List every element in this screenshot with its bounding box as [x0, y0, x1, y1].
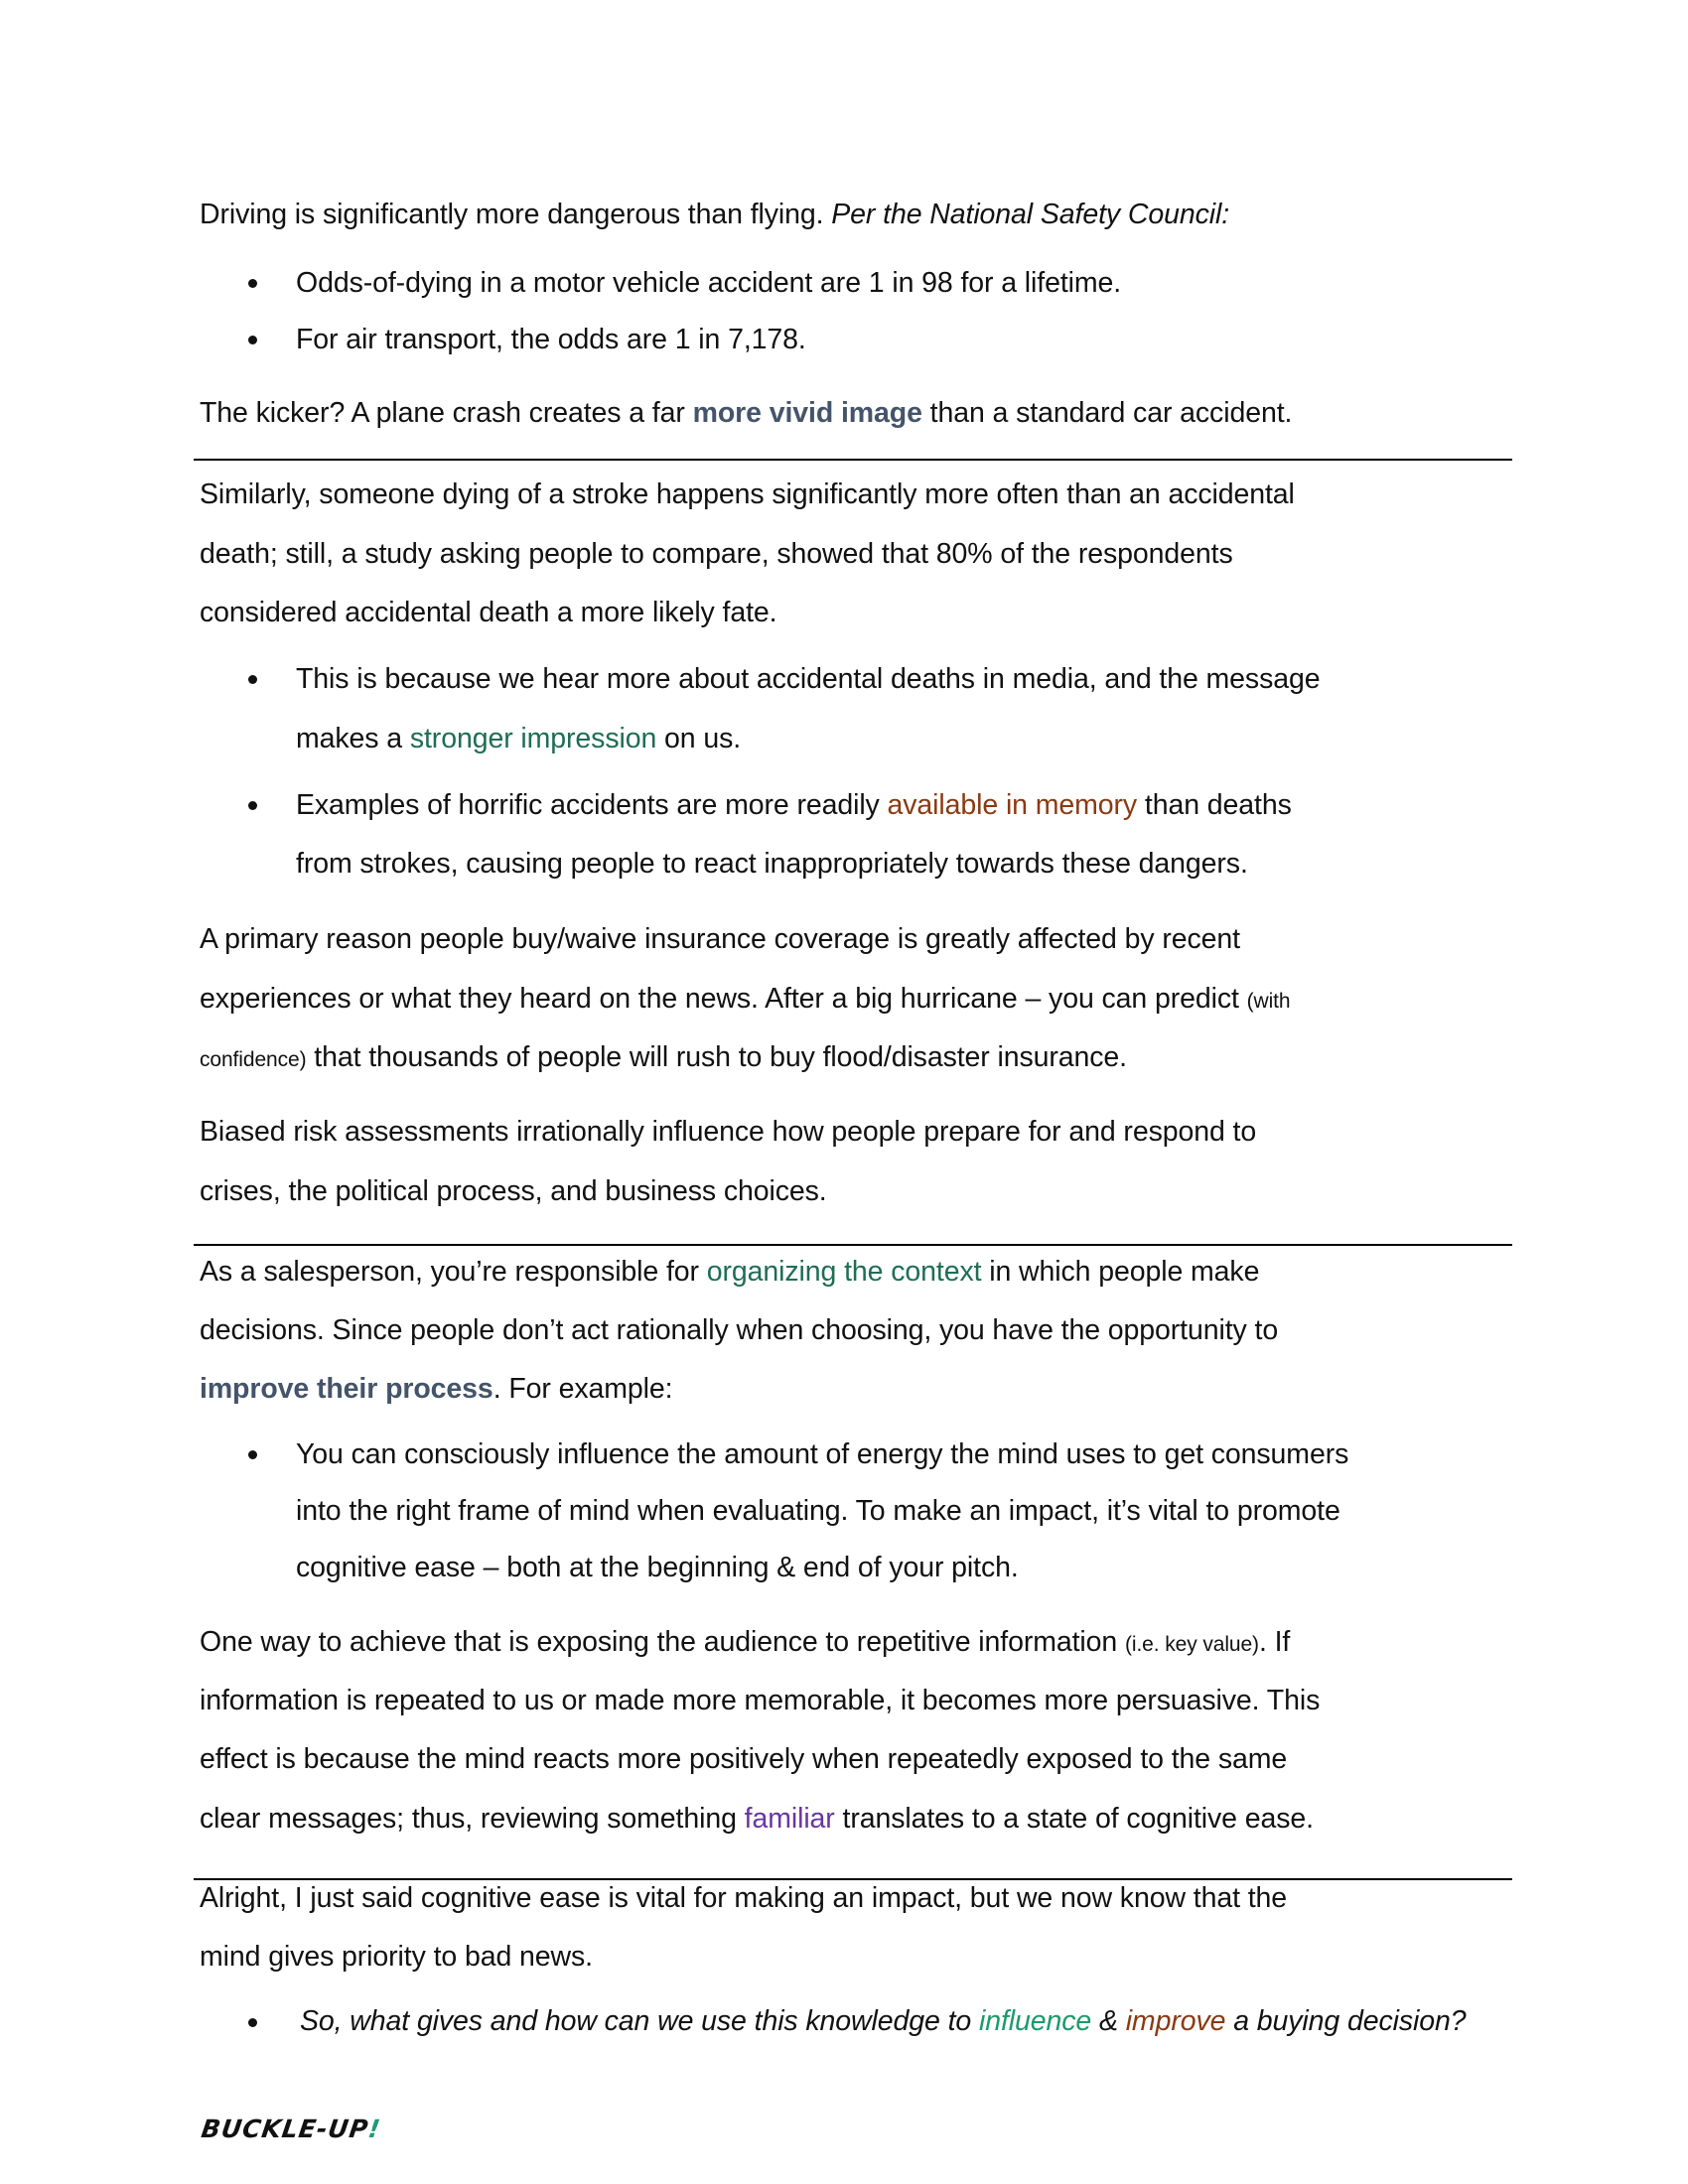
list-item-continuation: cognitive ease – both at the beginning & end of your pitch.	[296, 1552, 1019, 1583]
text: a buying decision?	[1225, 2005, 1467, 2037]
paragraph-line: A primary reason people buy/waive insurance coverage is greatly affected by recent	[200, 923, 1240, 955]
intro-text: Driving is significantly more dangerous than flying.	[200, 199, 832, 230]
highlight-familiar: familiar	[744, 1803, 835, 1835]
text: on us.	[656, 723, 742, 754]
highlight-organizing-the-context: organizing the context	[706, 1256, 982, 1288]
list-item: You can consciously influence the amount of energy the mind uses to get consumers	[296, 1438, 1349, 1470]
paragraph-line: effect is because the mind reacts more positively when repeatedly exposed to the same	[200, 1743, 1288, 1775]
paragraph-line	[200, 1039, 1127, 1078]
highlight-more-vivid-image: more vivid image	[692, 397, 922, 429]
kicker-text-end: than a standard car accident.	[921, 397, 1293, 429]
bullet-icon	[248, 279, 257, 288]
list-item-continuation: into the right frame of mind when evaluating. To make an impact, it’s vital to promote	[296, 1495, 1340, 1527]
text: experiences or what they heard on the news. After a big hurricane – you can predict	[200, 983, 1247, 1015]
text: Examples of horrific accidents are more readily	[296, 789, 888, 821]
bullet-icon	[248, 1450, 257, 1459]
logo-exclamation-icon: !	[366, 2115, 383, 2143]
list-item: Odds-of-dying in a motor vehicle accident are 1 in 98 for a lifetime.	[296, 267, 1122, 299]
paragraph-line: crises, the political process, and business choices.	[200, 1175, 827, 1207]
paragraph-line	[200, 1801, 1314, 1837]
paragraph-line	[200, 1254, 1259, 1290]
list-item-continuation: from strokes, causing people to react inappropriately towards these dangers.	[296, 848, 1248, 880]
list-item: For air transport, the odds are 1 in 7,178.	[296, 324, 806, 355]
highlight-improve-their-process: improve their process	[200, 1373, 493, 1405]
kicker-text: The kicker? A plane crash creates a far	[200, 397, 693, 429]
question-line	[300, 2003, 1466, 2039]
text: One way to achieve that is exposing the audience to repetitive information	[200, 1626, 1125, 1658]
text: translates to a state of cognitive ease.	[834, 1803, 1314, 1835]
list-item-continuation	[296, 721, 741, 756]
paragraph-line: Alright, I just said cognitive ease is vital for making an impact, but we now know that the	[200, 1882, 1288, 1914]
aside-text: confidence)	[200, 1048, 307, 1071]
bullet-icon	[248, 2018, 257, 2027]
paragraph-line: considered accidental death a more likely fate.	[200, 597, 777, 628]
text: . For example:	[492, 1373, 673, 1405]
paragraph-line: death; still, a study asking people to compare, showed that 80% of the respondents	[200, 538, 1233, 570]
paragraph-line	[200, 1624, 1290, 1663]
paragraph-line	[200, 1371, 672, 1407]
paragraph-line: Biased risk assessments irrationally influence how people prepare for and respond to	[200, 1116, 1257, 1148]
aside-text: (with	[1246, 990, 1291, 1013]
text: makes a	[296, 723, 410, 754]
highlight-available-in-memory: available in memory	[887, 789, 1138, 821]
intro-source: Per the National Safety Council:	[831, 199, 1230, 230]
paragraph-line	[200, 981, 1291, 1020]
text: . If	[1258, 1626, 1291, 1658]
bullet-icon	[248, 336, 257, 344]
text: As a salesperson, you’re responsible for	[200, 1256, 707, 1288]
text: So, what gives and how can we use this knowledge to	[300, 2005, 979, 2037]
intro-line	[200, 197, 1229, 232]
list-item	[296, 787, 1292, 823]
kicker-line	[200, 395, 1292, 431]
bullet-icon	[248, 801, 257, 810]
paragraph-line: mind gives priority to bad news.	[200, 1941, 593, 1973]
text: clear messages; thus, reviewing something	[200, 1803, 745, 1835]
paragraph-line: decisions. Since people don’t act rationally when choosing, you have the opportunity to	[200, 1314, 1279, 1346]
highlight-stronger-impression: stronger impression	[409, 723, 657, 754]
highlight-influence: influence	[978, 2005, 1092, 2037]
section-divider	[194, 459, 1512, 461]
highlight-improve: improve	[1125, 2005, 1226, 2037]
bullet-icon	[248, 675, 257, 684]
text: than deaths	[1137, 789, 1292, 821]
section-divider	[194, 1244, 1512, 1246]
aside-text: (i.e. key value)	[1124, 1633, 1259, 1656]
logo-text: BUCKLE-UP	[199, 2115, 371, 2143]
list-item: This is because we hear more about accidental deaths in media, and the message	[296, 663, 1321, 695]
text: that thousands of people will rush to buy flood/disaster insurance.	[306, 1041, 1128, 1073]
text: in which people make	[981, 1256, 1260, 1288]
paragraph-line: Similarly, someone dying of a stroke happens significantly more often than an accidental	[200, 478, 1295, 510]
buckle-up-logo	[200, 2115, 383, 2143]
text: &	[1091, 2005, 1126, 2037]
paragraph-line: information is repeated to us or made more memorable, it becomes more persuasive. This	[200, 1685, 1321, 1716]
